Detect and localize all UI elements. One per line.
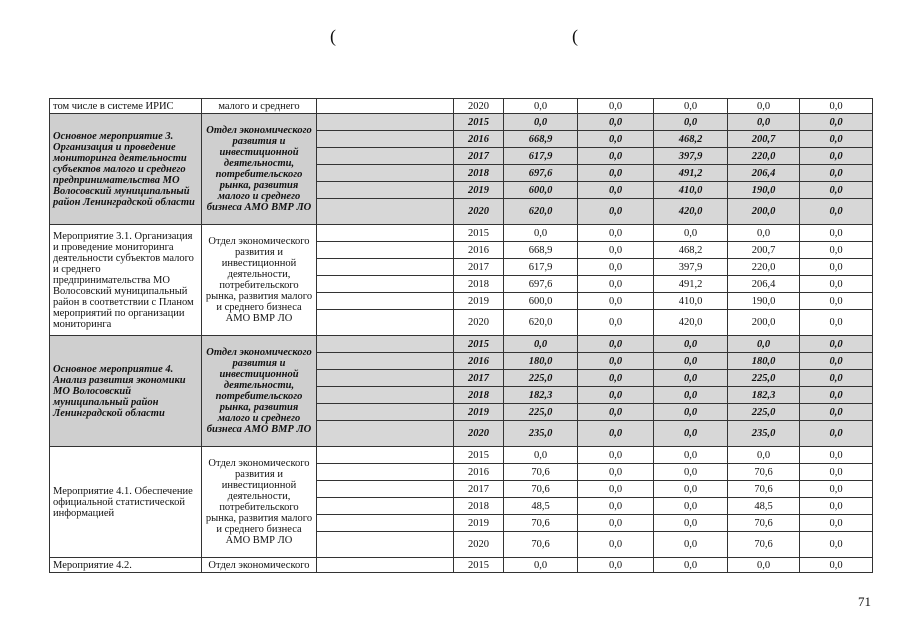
year-cell: 2015 bbox=[454, 225, 504, 242]
amount-cell: 600,0 bbox=[504, 293, 578, 310]
amount-cell: 0,0 bbox=[654, 225, 728, 242]
amount-cell: 0,0 bbox=[800, 131, 873, 148]
amount-cell: 0,0 bbox=[654, 421, 728, 447]
amount-cell: 0,0 bbox=[654, 114, 728, 131]
year-cell: 2016 bbox=[454, 464, 504, 481]
year-cell: 2018 bbox=[454, 276, 504, 293]
amount-cell: 0,0 bbox=[728, 447, 800, 464]
amount-cell: 225,0 bbox=[504, 404, 578, 421]
amount-cell: 0,0 bbox=[578, 182, 654, 199]
amount-cell: 220,0 bbox=[728, 148, 800, 165]
amount-cell: 668,9 bbox=[504, 131, 578, 148]
year-cell: 2016 bbox=[454, 353, 504, 370]
amount-cell: 0,0 bbox=[654, 447, 728, 464]
amount-cell: 235,0 bbox=[504, 421, 578, 447]
amount-cell: 182,3 bbox=[728, 387, 800, 404]
amount-cell: 491,2 bbox=[654, 165, 728, 182]
amount-cell: 617,9 bbox=[504, 259, 578, 276]
amount-cell: 0,0 bbox=[800, 293, 873, 310]
blank-cell bbox=[317, 558, 454, 573]
amount-cell: 0,0 bbox=[578, 370, 654, 387]
blank-cell bbox=[317, 336, 454, 353]
amount-cell: 206,4 bbox=[728, 165, 800, 182]
amount-cell: 0,0 bbox=[800, 370, 873, 387]
amount-cell: 0,0 bbox=[728, 114, 800, 131]
year-cell: 2020 bbox=[454, 310, 504, 336]
amount-cell: 0,0 bbox=[654, 370, 728, 387]
amount-cell: 0,0 bbox=[800, 404, 873, 421]
responsible-executor: Отдел экономического развития и инвестиционной деятельности, потребительского рынка, развития малого и среднего бизнеса АМО ВМР ЛО bbox=[202, 225, 317, 336]
amount-cell: 0,0 bbox=[578, 481, 654, 498]
amount-cell: 0,0 bbox=[800, 148, 873, 165]
table-row bbox=[50, 336, 873, 353]
amount-cell: 70,6 bbox=[504, 464, 578, 481]
blank-cell bbox=[317, 481, 454, 498]
amount-cell: 468,2 bbox=[654, 131, 728, 148]
year-cell: 2017 bbox=[454, 259, 504, 276]
year-cell: 2019 bbox=[454, 293, 504, 310]
year-cell: 2018 bbox=[454, 387, 504, 404]
year-cell: 2017 bbox=[454, 481, 504, 498]
amount-cell: 0,0 bbox=[578, 336, 654, 353]
year-cell: 2020 bbox=[454, 421, 504, 447]
table-row bbox=[50, 225, 873, 242]
amount-cell: 70,6 bbox=[728, 464, 800, 481]
amount-cell: 620,0 bbox=[504, 310, 578, 336]
amount-cell: 70,6 bbox=[504, 515, 578, 532]
amount-cell: 0,0 bbox=[800, 532, 873, 558]
amount-cell: 0,0 bbox=[578, 165, 654, 182]
amount-cell: 0,0 bbox=[578, 225, 654, 242]
amount-cell: 0,0 bbox=[578, 259, 654, 276]
amount-cell: 48,5 bbox=[504, 498, 578, 515]
year-cell: 2015 bbox=[454, 558, 504, 573]
amount-cell: 410,0 bbox=[654, 182, 728, 199]
amount-cell: 180,0 bbox=[504, 353, 578, 370]
main-measure-name: Основное мероприятие 4. Анализ развития экономики МО Волосовский муниципальный район Ленинградской области bbox=[50, 336, 202, 447]
amount-cell: 0,0 bbox=[578, 353, 654, 370]
amount-cell: 0,0 bbox=[504, 336, 578, 353]
amount-cell: 0,0 bbox=[578, 404, 654, 421]
amount-cell: 668,9 bbox=[504, 242, 578, 259]
amount-cell: 0,0 bbox=[654, 404, 728, 421]
main-measure-name: Основное мероприятие 3. Организация и проведение мониторинга деятельности субъектов малого и среднего предпринимательства МО Волосовский муниципальный район Ленинградской области bbox=[50, 114, 202, 225]
amount-cell: 420,0 bbox=[654, 199, 728, 225]
page-number: 71 bbox=[858, 594, 871, 609]
blank-cell bbox=[317, 353, 454, 370]
year-cell: 2018 bbox=[454, 165, 504, 182]
amount-cell: 0,0 bbox=[578, 114, 654, 131]
blank-cell bbox=[317, 182, 454, 199]
amount-cell: 0,0 bbox=[800, 310, 873, 336]
responsible-executor: малого и среднего bbox=[202, 99, 317, 114]
measure-name: Мероприятие 4.2. bbox=[50, 558, 202, 573]
blank-cell bbox=[317, 199, 454, 225]
blank-cell bbox=[317, 293, 454, 310]
blank-cell bbox=[317, 259, 454, 276]
amount-cell: 697,6 bbox=[504, 165, 578, 182]
amount-cell: 0,0 bbox=[654, 99, 728, 114]
amount-cell: 0,0 bbox=[728, 558, 800, 573]
blank-cell bbox=[317, 370, 454, 387]
measure-name: том числе в системе ИРИС bbox=[50, 99, 202, 114]
amount-cell: 0,0 bbox=[800, 182, 873, 199]
table-row bbox=[50, 99, 873, 114]
amount-cell: 0,0 bbox=[800, 99, 873, 114]
amount-cell: 0,0 bbox=[728, 99, 800, 114]
measure-name: Мероприятие 3.1. Организация и проведение мониторинга деятельности субъектов малого и среднего предпринимательства МО Волосовский муниципальный район в соответствии с Планом мероприятий по организации мониторинга bbox=[50, 225, 202, 336]
amount-cell: 235,0 bbox=[728, 421, 800, 447]
amount-cell: 190,0 bbox=[728, 182, 800, 199]
right-parenthesis: ( bbox=[572, 26, 578, 46]
amount-cell: 0,0 bbox=[578, 293, 654, 310]
year-cell: 2016 bbox=[454, 242, 504, 259]
amount-cell: 225,0 bbox=[728, 404, 800, 421]
amount-cell: 0,0 bbox=[654, 353, 728, 370]
amount-cell: 0,0 bbox=[800, 498, 873, 515]
amount-cell: 182,3 bbox=[504, 387, 578, 404]
amount-cell: 0,0 bbox=[800, 353, 873, 370]
year-cell: 2015 bbox=[454, 336, 504, 353]
year-cell: 2020 bbox=[454, 199, 504, 225]
amount-cell: 0,0 bbox=[800, 225, 873, 242]
table-row bbox=[50, 558, 873, 573]
year-cell: 2020 bbox=[454, 99, 504, 114]
amount-cell: 0,0 bbox=[800, 199, 873, 225]
amount-cell: 491,2 bbox=[654, 276, 728, 293]
left-parenthesis: ( bbox=[330, 26, 336, 46]
amount-cell: 410,0 bbox=[654, 293, 728, 310]
blank-cell bbox=[317, 99, 454, 114]
amount-cell: 0,0 bbox=[578, 464, 654, 481]
amount-cell: 0,0 bbox=[578, 447, 654, 464]
amount-cell: 0,0 bbox=[578, 387, 654, 404]
blank-cell bbox=[317, 404, 454, 421]
amount-cell: 0,0 bbox=[800, 242, 873, 259]
amount-cell: 0,0 bbox=[504, 447, 578, 464]
amount-cell: 0,0 bbox=[578, 515, 654, 532]
blank-cell bbox=[317, 276, 454, 293]
amount-cell: 220,0 bbox=[728, 259, 800, 276]
year-cell: 2015 bbox=[454, 114, 504, 131]
amount-cell: 70,6 bbox=[728, 481, 800, 498]
amount-cell: 0,0 bbox=[654, 498, 728, 515]
amount-cell: 70,6 bbox=[504, 481, 578, 498]
year-cell: 2020 bbox=[454, 532, 504, 558]
responsible-executor: Отдел экономического bbox=[202, 558, 317, 573]
year-cell: 2016 bbox=[454, 131, 504, 148]
amount-cell: 0,0 bbox=[654, 558, 728, 573]
amount-cell: 0,0 bbox=[578, 242, 654, 259]
year-cell: 2017 bbox=[454, 148, 504, 165]
blank-cell bbox=[317, 114, 454, 131]
amount-cell: 0,0 bbox=[800, 515, 873, 532]
blank-cell bbox=[317, 148, 454, 165]
amount-cell: 0,0 bbox=[578, 99, 654, 114]
amount-cell: 225,0 bbox=[504, 370, 578, 387]
amount-cell: 0,0 bbox=[800, 421, 873, 447]
blank-cell bbox=[317, 165, 454, 182]
table-row bbox=[50, 114, 873, 131]
year-cell: 2018 bbox=[454, 498, 504, 515]
amount-cell: 697,6 bbox=[504, 276, 578, 293]
responsible-executor: Отдел экономического развития и инвестиционной деятельности, потребительского рынка, развития малого и среднего бизнеса АМО ВМР ЛО bbox=[202, 447, 317, 558]
amount-cell: 206,4 bbox=[728, 276, 800, 293]
year-cell: 2015 bbox=[454, 447, 504, 464]
blank-cell bbox=[317, 242, 454, 259]
budget-table bbox=[49, 98, 873, 573]
amount-cell: 0,0 bbox=[800, 165, 873, 182]
amount-cell: 200,7 bbox=[728, 242, 800, 259]
amount-cell: 190,0 bbox=[728, 293, 800, 310]
amount-cell: 0,0 bbox=[578, 498, 654, 515]
blank-cell bbox=[317, 225, 454, 242]
blank-cell bbox=[317, 310, 454, 336]
amount-cell: 420,0 bbox=[654, 310, 728, 336]
amount-cell: 0,0 bbox=[800, 276, 873, 293]
amount-cell: 0,0 bbox=[800, 259, 873, 276]
amount-cell: 0,0 bbox=[578, 532, 654, 558]
amount-cell: 0,0 bbox=[504, 99, 578, 114]
responsible-executor: Отдел экономического развития и инвестиционной деятельности, потребительского рынка, развития малого и среднего бизнеса АМО ВМР ЛО bbox=[202, 114, 317, 225]
amount-cell: 0,0 bbox=[800, 114, 873, 131]
amount-cell: 180,0 bbox=[728, 353, 800, 370]
amount-cell: 0,0 bbox=[728, 336, 800, 353]
blank-cell bbox=[317, 464, 454, 481]
amount-cell: 600,0 bbox=[504, 182, 578, 199]
year-cell: 2019 bbox=[454, 182, 504, 199]
amount-cell: 0,0 bbox=[578, 421, 654, 447]
amount-cell: 200,0 bbox=[728, 199, 800, 225]
amount-cell: 0,0 bbox=[578, 558, 654, 573]
amount-cell: 397,9 bbox=[654, 148, 728, 165]
amount-cell: 0,0 bbox=[728, 225, 800, 242]
amount-cell: 225,0 bbox=[728, 370, 800, 387]
amount-cell: 0,0 bbox=[800, 336, 873, 353]
amount-cell: 70,6 bbox=[504, 532, 578, 558]
responsible-executor: Отдел экономического развития и инвестиционной деятельности, потребительского рынка, развития малого и среднего бизнеса АМО ВМР ЛО bbox=[202, 336, 317, 447]
amount-cell: 0,0 bbox=[654, 336, 728, 353]
amount-cell: 0,0 bbox=[578, 276, 654, 293]
amount-cell: 0,0 bbox=[800, 558, 873, 573]
amount-cell: 48,5 bbox=[728, 498, 800, 515]
table-row bbox=[50, 447, 873, 464]
amount-cell: 200,7 bbox=[728, 131, 800, 148]
blank-cell bbox=[317, 515, 454, 532]
amount-cell: 0,0 bbox=[800, 481, 873, 498]
amount-cell: 0,0 bbox=[654, 387, 728, 404]
amount-cell: 617,9 bbox=[504, 148, 578, 165]
amount-cell: 0,0 bbox=[578, 199, 654, 225]
amount-cell: 200,0 bbox=[728, 310, 800, 336]
blank-cell bbox=[317, 447, 454, 464]
year-cell: 2017 bbox=[454, 370, 504, 387]
year-cell: 2019 bbox=[454, 515, 504, 532]
amount-cell: 70,6 bbox=[728, 515, 800, 532]
amount-cell: 0,0 bbox=[800, 387, 873, 404]
measure-name: Мероприятие 4.1. Обеспечение официальной статистической информацией bbox=[50, 447, 202, 558]
year-cell: 2019 bbox=[454, 404, 504, 421]
amount-cell: 620,0 bbox=[504, 199, 578, 225]
blank-cell bbox=[317, 131, 454, 148]
amount-cell: 70,6 bbox=[728, 532, 800, 558]
blank-cell bbox=[317, 532, 454, 558]
blank-cell bbox=[317, 421, 454, 447]
amount-cell: 0,0 bbox=[504, 558, 578, 573]
amount-cell: 0,0 bbox=[654, 532, 728, 558]
amount-cell: 0,0 bbox=[504, 225, 578, 242]
amount-cell: 0,0 bbox=[504, 114, 578, 131]
amount-cell: 0,0 bbox=[578, 148, 654, 165]
amount-cell: 0,0 bbox=[800, 447, 873, 464]
blank-cell bbox=[317, 498, 454, 515]
blank-cell bbox=[317, 387, 454, 404]
amount-cell: 468,2 bbox=[654, 242, 728, 259]
amount-cell: 0,0 bbox=[578, 310, 654, 336]
amount-cell: 0,0 bbox=[800, 464, 873, 481]
amount-cell: 0,0 bbox=[654, 515, 728, 532]
amount-cell: 397,9 bbox=[654, 259, 728, 276]
amount-cell: 0,0 bbox=[578, 131, 654, 148]
amount-cell: 0,0 bbox=[654, 464, 728, 481]
amount-cell: 0,0 bbox=[654, 481, 728, 498]
